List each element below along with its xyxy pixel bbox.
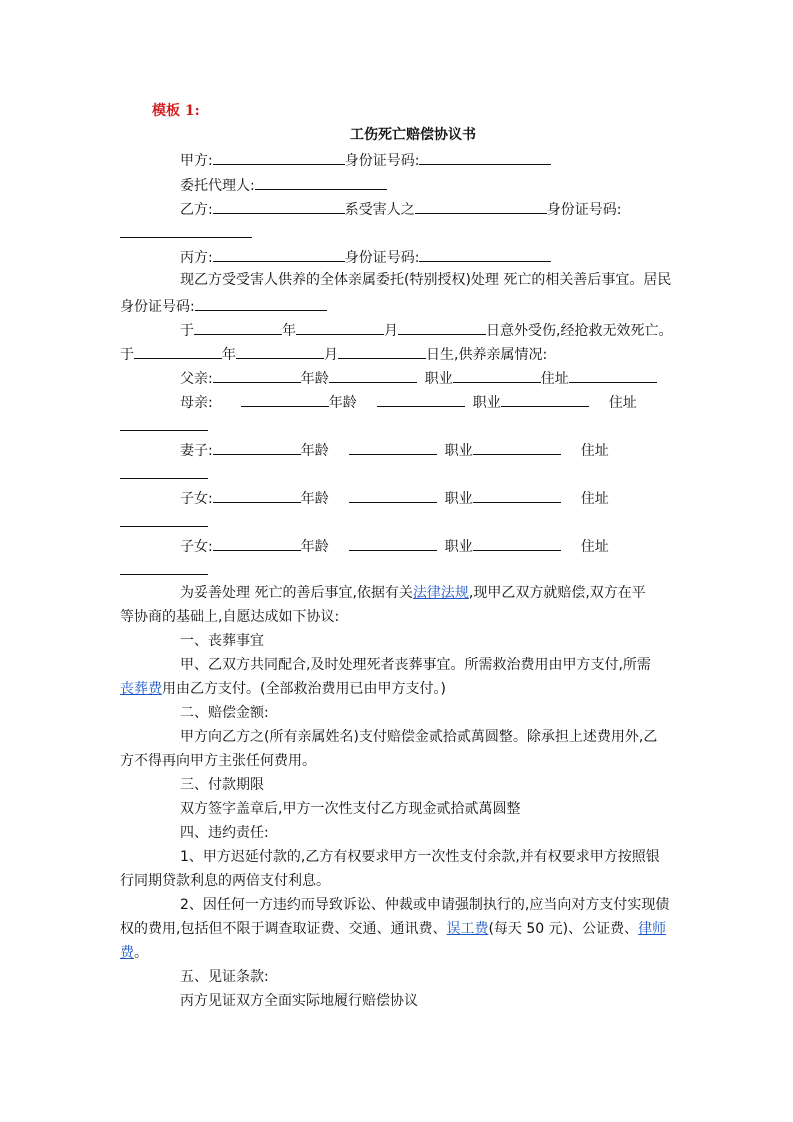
birth-day-blank [338, 343, 426, 359]
preamble-line-2: 等协商的基础上,自愿达成如下协议: [120, 609, 340, 625]
deceased-id-blank [195, 295, 327, 311]
party-c-id-label: 身份证号码: [344, 250, 420, 266]
relative-job-blank [473, 535, 561, 551]
clause-2-text-a: 权的费用,包括但不限于调查取证费、交通、通讯费、 [120, 921, 447, 937]
relative-age-label: 年龄 [300, 443, 329, 459]
relative-label: 子女: [180, 539, 213, 555]
intro-line-1: 现乙方受受害人供养的全体亲属委托(特别授权)处理 死亡的相关善后事宜。居民 [180, 272, 672, 288]
relative-age-blank [329, 367, 417, 383]
relative-child-2-addr-line [120, 559, 208, 579]
accident-date-line [180, 319, 672, 339]
relative-label: 子女: [180, 491, 213, 507]
relative-child-2-line [180, 535, 609, 555]
relative-name-blank [213, 367, 301, 383]
section-2-heading: 二、赔偿金额: [180, 705, 269, 721]
lost-wages-link[interactable]: 误工费 [446, 921, 489, 937]
relative-name-blank [213, 487, 301, 503]
funeral-expenses-link[interactable]: 丧葬费 [120, 681, 162, 697]
birth-prefix: 于 [120, 347, 134, 363]
party-b-relation-label: 系受害人之 [344, 202, 415, 218]
relative-wife-line [180, 439, 609, 459]
section-3-line-1: 双方签字盖章后,甲方一次性支付乙方现金贰拾贰萬圆整 [180, 801, 521, 817]
relative-child-1-addr-line [120, 511, 208, 531]
section-3-heading: 三、付款期限 [180, 777, 264, 793]
relative-job-label: 职业 [472, 395, 501, 411]
relative-addr-blank [120, 511, 208, 527]
relative-age-label: 年龄 [300, 371, 329, 387]
relative-job-label: 职业 [444, 491, 473, 507]
section-4-clause-2-line-3 [120, 943, 148, 963]
party-c-name-blank [213, 246, 345, 262]
section-5-line-1: 丙方见证双方全面实际地履行赔偿协议 [180, 993, 418, 1009]
relative-name-blank [213, 439, 301, 455]
relative-job-label: 职业 [444, 539, 473, 555]
section-2-line-2: 方不得再向甲方主张任何费用。 [120, 753, 316, 769]
relative-job-blank [501, 391, 589, 407]
clause-2-text-end: 。 [134, 945, 148, 961]
section-4-clause-1-line-2: 行同期贷款利息的两倍支付利息。 [120, 873, 330, 889]
relative-age-blank [349, 535, 437, 551]
section-1-line-2 [120, 679, 446, 699]
relative-age-label: 年龄 [328, 395, 357, 411]
relative-addr-blank [120, 559, 208, 575]
party-c-id-blank [419, 246, 551, 262]
party-b-name-blank [213, 198, 345, 214]
accident-day-text: 日意外受伤,经抢救无效死亡。 [486, 323, 673, 339]
party-a-id-label: 身份证号码: [344, 153, 420, 169]
relative-label: 父亲: [180, 371, 213, 387]
relative-addr-blank [569, 367, 657, 383]
party-b-relation-blank [415, 198, 547, 214]
relative-age-label: 年龄 [300, 491, 329, 507]
agent-name-blank [255, 174, 387, 190]
party-b-line [180, 198, 621, 218]
section-5-heading: 五、见证条款: [180, 969, 269, 985]
relative-age-blank [377, 391, 465, 407]
preamble-line-1 [180, 583, 646, 603]
section-1-heading: 一、丧葬事宜 [180, 633, 264, 649]
birth-year-blank [134, 343, 222, 359]
party-b-label: 乙方: [180, 202, 213, 218]
party-c-label: 丙方: [180, 250, 213, 266]
intro-line-2 [120, 295, 327, 315]
preamble-text-b: ,现甲乙双方就赔偿,双方在平 [468, 585, 646, 601]
accident-month-blank [296, 319, 384, 335]
relative-wife-addr-line [120, 463, 208, 483]
section-4-heading: 四、违约责任: [180, 825, 269, 841]
birth-date-line [120, 343, 547, 363]
relative-addr-blank [120, 415, 208, 431]
deceased-id-label: 身份证号码: [120, 299, 195, 315]
relative-job-label: 职业 [444, 443, 473, 459]
birth-year-label: 年 [222, 347, 236, 363]
accident-month-label: 月 [384, 323, 398, 339]
party-b-id-line [120, 222, 252, 242]
relative-job-label: 职业 [424, 371, 453, 387]
party-a-id-blank [419, 149, 551, 165]
relative-job-blank [453, 367, 541, 383]
section-4-clause-2-line-1: 2、因任何一方违约而导致诉讼、仲裁或申请强制执行的,应当向对方支付实现债 [180, 897, 670, 913]
accident-prefix: 于 [180, 323, 194, 339]
relative-job-blank [473, 439, 561, 455]
clause-2-text-b: (每天 50 元)、公证费、 [488, 921, 639, 937]
agent-line [180, 174, 387, 194]
birth-month-label: 月 [324, 347, 338, 363]
agent-label: 委托代理人: [180, 178, 255, 194]
accident-year-blank [194, 319, 282, 335]
preamble-text-a: 为妥善处理 死亡的善后事宜,依据有关 [180, 585, 413, 601]
relative-name-blank [213, 535, 301, 551]
birth-month-blank [236, 343, 324, 359]
relative-child-1-line [180, 487, 609, 507]
template-label: 模板 1: [152, 103, 200, 119]
relative-mother-line [180, 391, 637, 411]
section-4-clause-1-line-1: 1、甲方迟延付款的,乙方有权要求甲方一次性支付余款,并有权要求甲方按照银 [180, 849, 660, 865]
accident-day-blank [398, 319, 486, 335]
relative-addr-label: 住址 [580, 443, 609, 459]
lawyer-fee-link-part-2[interactable]: 费 [120, 945, 134, 961]
relative-label: 妻子: [180, 443, 213, 459]
party-c-line [180, 246, 551, 266]
relative-father-line [180, 367, 657, 387]
lawyer-fee-link-part-1[interactable]: 律师 [638, 921, 667, 937]
relative-addr-blank [120, 463, 208, 479]
section-4-clause-2-line-2 [120, 919, 666, 939]
party-a-label: 甲方: [180, 153, 213, 169]
birth-day-text: 日生,供养亲属情况: [426, 347, 548, 363]
relative-age-blank [349, 487, 437, 503]
relative-addr-label: 住址 [580, 539, 609, 555]
relative-addr-label: 住址 [608, 395, 637, 411]
relative-label: 母亲: [180, 395, 213, 411]
party-b-id-blank [120, 222, 252, 238]
section-2-line-1: 甲方向乙方之(所有亲属姓名)支付赔偿金贰拾贰萬圆整。除承担上述费用外,乙 [180, 729, 658, 745]
party-b-id-label: 身份证号码: [546, 202, 622, 218]
relative-age-label: 年龄 [300, 539, 329, 555]
relative-job-blank [473, 487, 561, 503]
relative-name-blank [241, 391, 329, 407]
document-title: 工伤死亡赔偿协议书 [350, 127, 476, 143]
relative-addr-label: 住址 [540, 371, 569, 387]
relative-mother-addr-line [120, 415, 208, 435]
section-1-line-1: 甲、乙双方共同配合,及时处理死者丧葬事宜。所需救治费用由甲方支付,所需 [180, 657, 651, 673]
accident-year-label: 年 [282, 323, 296, 339]
laws-regulations-link[interactable]: 法律法规 [412, 585, 469, 601]
section-1-line-2-text: 用由乙方支付。(全部救治费用已由甲方支付。) [162, 681, 446, 697]
party-a-name-blank [213, 149, 345, 165]
relative-addr-label: 住址 [580, 491, 609, 507]
relative-age-blank [349, 439, 437, 455]
party-a-line [180, 149, 551, 169]
